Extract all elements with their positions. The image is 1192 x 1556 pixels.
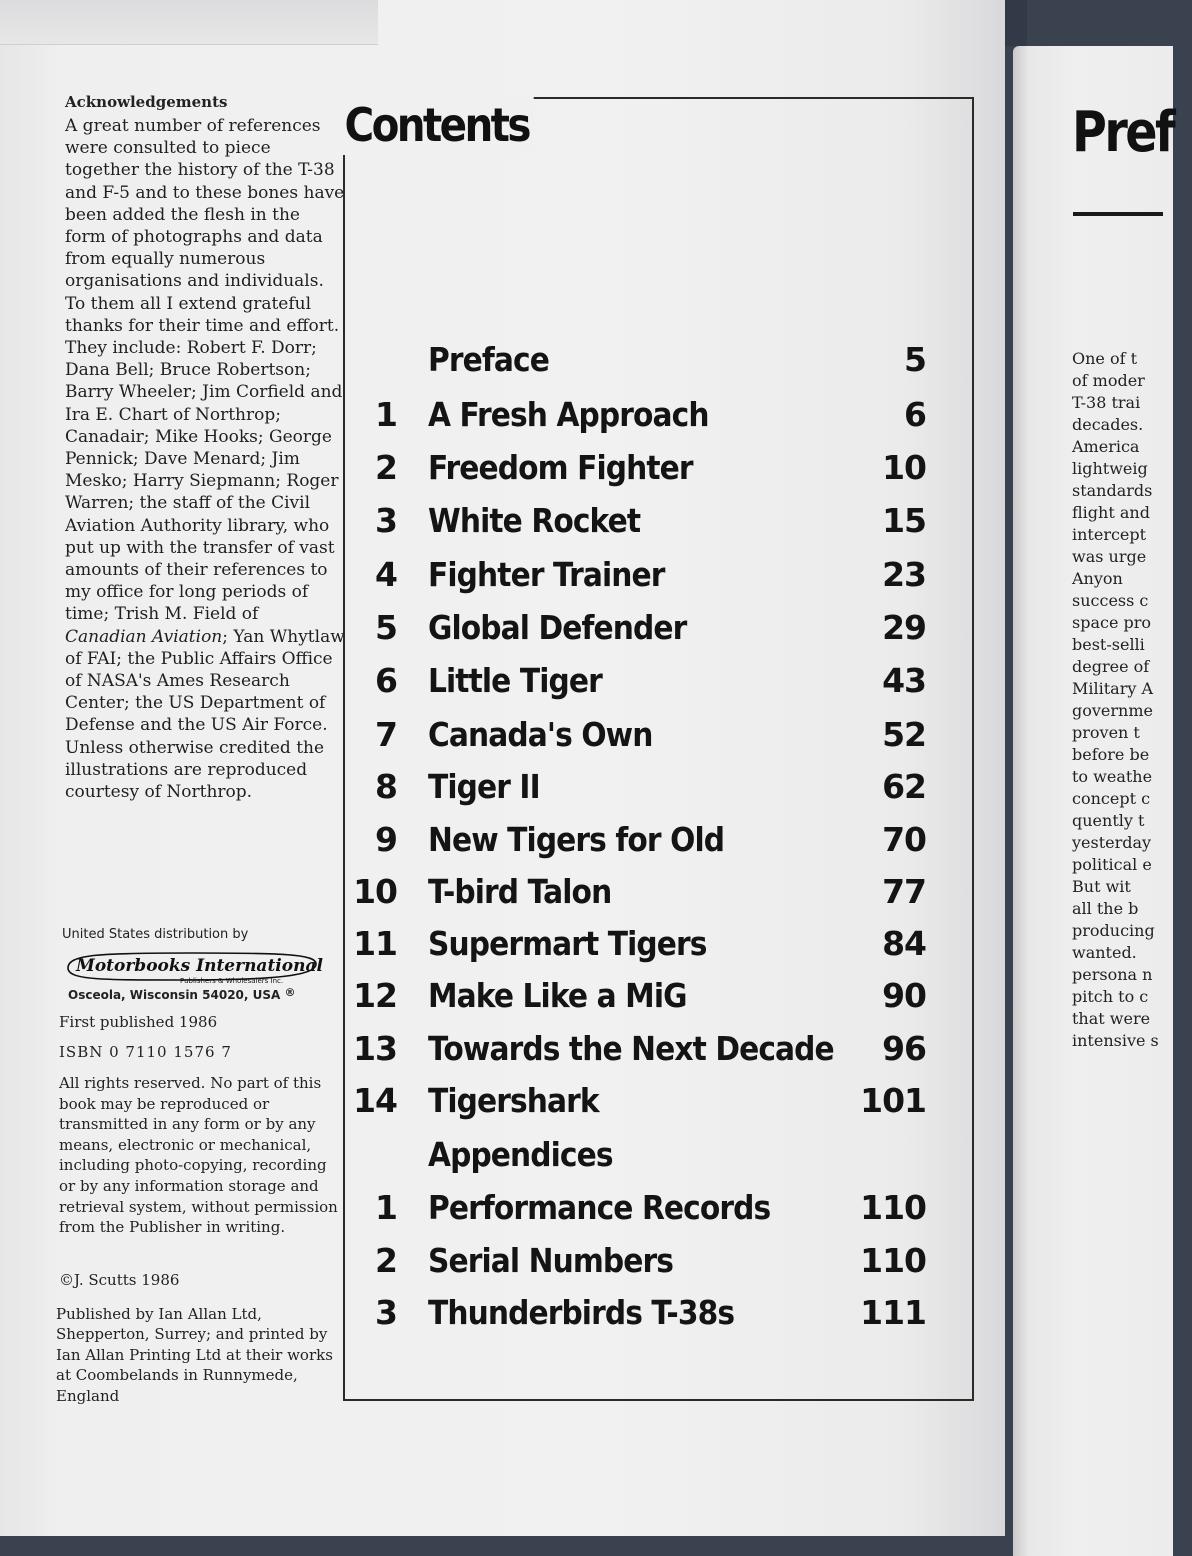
- toc-title: Performance Records: [428, 1188, 771, 1227]
- toc-title: T-bird Talon: [428, 872, 612, 911]
- toc-number: 8: [375, 767, 397, 806]
- title-rule: [1073, 212, 1163, 216]
- toc-number: 4: [375, 555, 397, 594]
- preface-line: lightweig: [1072, 459, 1148, 478]
- preface-line: Anyon: [1072, 569, 1123, 588]
- toc-title: Supermart Tigers: [428, 924, 707, 963]
- logo-subtext: Publishers & Wholesalers Inc.: [180, 977, 284, 985]
- toc-page-number: 96: [882, 1029, 926, 1068]
- preface-line: standards: [1072, 481, 1153, 500]
- toc-title: New Tigers for Old: [428, 820, 725, 859]
- toc-title: Freedom Fighter: [428, 448, 693, 487]
- toc-entry: [353, 924, 932, 974]
- preface-line: proven t: [1072, 723, 1140, 742]
- preface-line: T-38 trai: [1072, 393, 1141, 412]
- preface-line: persona n: [1072, 965, 1153, 984]
- publisher-info: Published by Ian Allan Ltd, Shepperton, Surrey; and printed by Ian Allan Printing Ltd at their works at Coombelands in Runnymede, England: [56, 1305, 333, 1405]
- motorbooks-logo: [62, 950, 323, 986]
- preface-line: political e: [1072, 855, 1152, 874]
- toc-page-number: 77: [882, 872, 926, 911]
- toc-entry: [353, 976, 932, 1026]
- toc-title: Thunderbirds T-38s: [428, 1293, 735, 1332]
- toc-page-number: 52: [882, 715, 926, 754]
- toc-number: 1: [375, 395, 397, 434]
- toc-title: Towards the Next Decade: [428, 1029, 834, 1068]
- preface-line: degree of: [1072, 657, 1150, 676]
- toc-page-number: 110: [860, 1188, 926, 1227]
- logo-wordmark: Motorbooks International: [76, 956, 323, 976]
- toc-page-number: 111: [860, 1293, 926, 1332]
- acknowledgements-heading: Acknowledgements: [65, 93, 228, 111]
- preface-line: to weathe: [1072, 767, 1153, 786]
- preface-line: yesterday: [1072, 833, 1152, 852]
- first-published: First published 1986: [59, 1013, 218, 1031]
- toc-title: Serial Numbers: [428, 1241, 674, 1280]
- preface-line: space pro: [1072, 613, 1152, 632]
- toc-entry: [360, 767, 932, 817]
- preface-line: before be: [1072, 745, 1150, 764]
- address-text: Osceola, Wisconsin 54020, USA: [68, 988, 281, 1002]
- acknowledgements-text-end: ; Yan Whytlaw of FAI; the Public Affairs Office of NASA's Ames Research Center; the US Department of Defense and the US Air Force. Unless otherwise credited the illustrations are reproduced courtesy of Northrop.: [65, 626, 345, 803]
- toc-title: Fighter Trainer: [428, 555, 665, 594]
- toc-page-number: 23: [882, 555, 926, 594]
- preface-line: decades.: [1072, 415, 1144, 434]
- toc-number: 5: [375, 608, 397, 647]
- toc-entry: [360, 340, 932, 390]
- toc-page-number: 70: [882, 820, 926, 859]
- preface-line: intensive s: [1072, 1031, 1159, 1050]
- toc-number: 3: [375, 1293, 397, 1332]
- toc-number: 3: [375, 501, 397, 540]
- contents-title: Contents: [341, 95, 534, 155]
- toc-entry: [360, 555, 932, 605]
- toc-entry: [353, 872, 932, 922]
- toc-entry: [360, 661, 932, 711]
- toc-page-number: 62: [882, 767, 926, 806]
- toc-title: Global Defender: [428, 608, 687, 647]
- preface-line: that were: [1072, 1009, 1151, 1028]
- preface-line: producing: [1072, 921, 1155, 940]
- toc-number: 10: [353, 872, 397, 911]
- toc-number: 2: [375, 448, 397, 487]
- toc-title: Appendices: [428, 1135, 613, 1174]
- distributor-address: [68, 988, 296, 1002]
- toc-page-number: 29: [882, 608, 926, 647]
- toc-page-number: 5: [904, 340, 926, 379]
- registered-mark-icon: ®: [284, 986, 296, 999]
- toc-page-number: 15: [882, 501, 926, 540]
- preface-line: best-selli: [1072, 635, 1145, 654]
- preface-line: success c: [1072, 591, 1149, 610]
- toc-page-number: 101: [860, 1081, 926, 1120]
- toc-entry: [353, 1029, 932, 1079]
- acknowledgements-text: A great number of references were consulted to piece together the history of the T-38 and F-5 and to these bones have been added the flesh in the form of photographs and data from equally numerous organisations and individuals. To them all I extend grateful thanks for their time and effort. They include: Robert F. Dorr; Dana Bell; Bruce Robertson; Barry Wheeler; Jim Corfield and Ira E. Chart of Northrop; Canadair; Mike Hooks; George Pennick; Dave Menard; Jim Mesko; Harry Siepmann; Roger Warren; the staff of the Civil Aviation Authority library, who put up with the transfer of vast amounts of their references to my office for long periods of time; Trish M. Field of: [65, 116, 345, 625]
- toc-title: Tigershark: [428, 1081, 599, 1120]
- toc-entry: [360, 608, 932, 658]
- toc-title: A Fresh Approach: [428, 395, 709, 434]
- toc-title: Preface: [428, 340, 549, 379]
- toc-number: 9: [375, 820, 397, 859]
- toc-number: 2: [375, 1241, 397, 1280]
- toc-number: 14: [353, 1081, 397, 1120]
- toc-title: Little Tiger: [428, 661, 602, 700]
- preface-line: But wit: [1072, 877, 1131, 896]
- preface-line: quently t: [1072, 811, 1145, 830]
- toc-page-number: 90: [882, 976, 926, 1015]
- preface-text: [1072, 348, 1192, 1052]
- preface-line: governme: [1072, 701, 1153, 720]
- preface-line: all the b: [1072, 899, 1139, 918]
- toc-page-number: 43: [882, 661, 926, 700]
- toc-page-number: 84: [882, 924, 926, 963]
- toc-title: Tiger II: [428, 767, 540, 806]
- toc-entry: [360, 715, 932, 765]
- copyright-line: ©J. Scutts 1986: [59, 1271, 180, 1289]
- toc-entry: [353, 1081, 932, 1131]
- toc-entry: [360, 395, 932, 445]
- distribution-label: United States distribution by: [62, 927, 249, 942]
- toc-page-number: 6: [904, 395, 926, 434]
- preface-line: pitch to c: [1072, 987, 1149, 1006]
- toc-entry: [360, 1135, 932, 1185]
- toc-entry: [360, 501, 932, 551]
- preface-line: concept c: [1072, 789, 1151, 808]
- toc-title: White Rocket: [428, 501, 641, 540]
- preface-line: intercept: [1072, 525, 1147, 544]
- preface-line: was urge: [1072, 547, 1147, 566]
- preface-line: of moder: [1072, 371, 1145, 390]
- preface-line: wanted.: [1072, 943, 1137, 962]
- preface-line: One of t: [1072, 349, 1138, 368]
- folded-flap: [0, 0, 378, 45]
- acknowledgements-italic: Canadian Aviation: [65, 626, 223, 647]
- preface-line: America: [1072, 437, 1140, 456]
- toc-number: 7: [375, 715, 397, 754]
- toc-entry: [360, 1293, 932, 1343]
- toc-title: Make Like a MiG: [428, 976, 687, 1015]
- rights-notice: All rights reserved. No part of this book may be reproduced or transmitted in any form or by any means, electronic or mechanical, including photo-copying, recording or by any information storage and retrieval system, without permission from the Publisher in writing.: [59, 1074, 338, 1237]
- toc-number: 11: [353, 924, 397, 963]
- toc-number: 12: [353, 976, 397, 1015]
- isbn: ISBN 0 7110 1576 7: [59, 1043, 232, 1061]
- toc-entry: [360, 448, 932, 498]
- toc-number: 13: [353, 1029, 397, 1068]
- toc-entry: [360, 1241, 932, 1291]
- toc-title: Canada's Own: [428, 715, 653, 754]
- toc-page-number: 110: [860, 1241, 926, 1280]
- preface-line: Military A: [1072, 679, 1154, 698]
- toc-entry: [360, 1188, 932, 1238]
- preface-title: Pref: [1072, 100, 1174, 165]
- acknowledgements-body: [65, 115, 345, 803]
- toc-number: 6: [375, 661, 397, 700]
- preface-line: flight and: [1072, 503, 1150, 522]
- toc-number: 1: [375, 1188, 397, 1227]
- toc-entry: [360, 820, 932, 870]
- toc-page-number: 10: [882, 448, 926, 487]
